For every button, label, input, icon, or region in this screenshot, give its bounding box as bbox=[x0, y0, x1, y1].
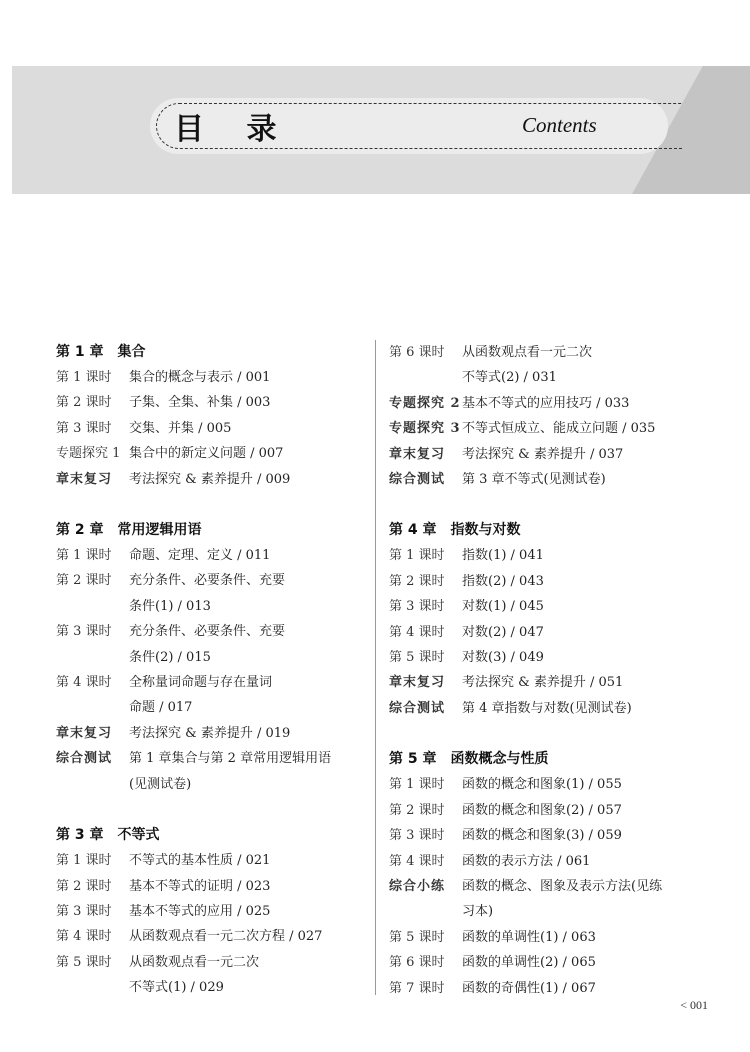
toc-entry[interactable] bbox=[389, 569, 719, 594]
entry-text: 从函数观点看一元二次方程 / 027 bbox=[129, 929, 323, 945]
entry-label: 综合小练 bbox=[389, 878, 446, 894]
toc-right-column bbox=[389, 340, 719, 1001]
toc-entry[interactable] bbox=[389, 976, 719, 1001]
entry-label: 第 5 课时 bbox=[389, 650, 445, 666]
entry-text: 第 1 章集合与第 2 章常用逻辑用语 bbox=[129, 751, 332, 767]
toc-entry[interactable] bbox=[56, 568, 371, 593]
entry-label: 第 2 课时 bbox=[56, 573, 112, 589]
toc-entry[interactable] bbox=[56, 390, 371, 415]
entry-text: 第 3 章不等式(见测试卷) bbox=[462, 472, 606, 488]
toc-entry[interactable] bbox=[56, 746, 371, 771]
entry-label: 第 3 课时 bbox=[56, 624, 112, 640]
entry-label: 第 5 课时 bbox=[389, 929, 445, 945]
entry-text: 函数的奇偶性(1) / 067 bbox=[462, 980, 596, 996]
toc-entry[interactable] bbox=[389, 620, 719, 645]
entry-text: 考法探究 & 素养提升 / 051 bbox=[462, 675, 624, 691]
toc-entry[interactable] bbox=[389, 442, 719, 467]
toc-entry[interactable] bbox=[56, 874, 371, 899]
toc-entry[interactable] bbox=[389, 416, 719, 441]
entry-text: 不等式的基本性质 / 021 bbox=[129, 853, 271, 869]
chapter-title: 第 4 章 指数与对数 bbox=[389, 522, 521, 539]
entry-label: 综合测试 bbox=[389, 472, 446, 488]
toc-entry[interactable] bbox=[389, 925, 719, 950]
toc-entry[interactable] bbox=[56, 924, 371, 949]
entry-text: 对数(2) / 047 bbox=[462, 624, 544, 640]
entry-label: 第 7 课时 bbox=[389, 980, 445, 996]
toc-entry[interactable] bbox=[56, 365, 371, 390]
entry-label: 第 2 课时 bbox=[56, 395, 112, 411]
toc-entry[interactable] bbox=[56, 670, 371, 695]
entry-text: 指数(2) / 043 bbox=[462, 573, 544, 589]
toc-entry[interactable] bbox=[56, 467, 371, 492]
entry-text: 考法探究 & 素养提升 / 009 bbox=[129, 471, 291, 487]
entry-label: 专题探究 1 bbox=[56, 446, 121, 462]
entry-label: 章末复习 bbox=[389, 675, 446, 691]
entry-label: 第 3 课时 bbox=[389, 828, 445, 844]
toc-entry[interactable] bbox=[56, 441, 371, 466]
toc-entry[interactable] bbox=[389, 391, 719, 416]
toc-entry[interactable] bbox=[389, 340, 719, 365]
entry-text: 充分条件、必要条件、充要 bbox=[129, 573, 286, 589]
entry-text: 基本不等式的应用技巧 / 033 bbox=[462, 395, 630, 411]
entry-label: 第 4 课时 bbox=[389, 624, 445, 640]
toc-entry[interactable] bbox=[389, 772, 719, 797]
toc-entry[interactable] bbox=[56, 416, 371, 441]
column-divider bbox=[375, 340, 376, 995]
entry-text: 对数(1) / 045 bbox=[462, 599, 544, 615]
entry-continuation: 条件(1) / 013 bbox=[129, 598, 211, 614]
chapter-title: 第 5 章 函数概念与性质 bbox=[389, 751, 549, 768]
toc-entry[interactable] bbox=[389, 645, 719, 670]
toc-entry[interactable] bbox=[56, 543, 371, 568]
toc-entry[interactable] bbox=[389, 874, 719, 899]
entry-label: 第 1 课时 bbox=[389, 548, 445, 564]
toc-entry[interactable] bbox=[389, 950, 719, 975]
toc-entry[interactable] bbox=[389, 543, 719, 568]
entry-label: 第 3 课时 bbox=[56, 903, 112, 919]
entry-text: 考法探究 & 素养提升 / 037 bbox=[462, 446, 624, 462]
entry-text: 充分条件、必要条件、充要 bbox=[129, 624, 286, 640]
entry-label: 章末复习 bbox=[56, 471, 113, 487]
chapter-title: 第 3 章 不等式 bbox=[56, 827, 160, 844]
entry-label: 第 1 课时 bbox=[56, 853, 112, 869]
toc-entry[interactable] bbox=[389, 594, 719, 619]
toc-entry[interactable] bbox=[389, 467, 719, 492]
entry-text: 函数的概念和图象(2) / 057 bbox=[462, 802, 622, 818]
page-number: < 001 bbox=[680, 998, 708, 1012]
entry-continuation: 命题 / 017 bbox=[129, 700, 193, 716]
entry-text: 命题、定理、定义 / 011 bbox=[129, 548, 271, 564]
entry-text: 基本不等式的证明 / 023 bbox=[129, 878, 271, 894]
entry-text: 函数的概念和图象(3) / 059 bbox=[462, 828, 622, 844]
toc-entry[interactable] bbox=[389, 670, 719, 695]
entry-continuation: 不等式(2) / 031 bbox=[462, 370, 557, 386]
toc-entry[interactable] bbox=[389, 798, 719, 823]
toc-entry[interactable] bbox=[389, 823, 719, 848]
toc-entry[interactable] bbox=[56, 950, 371, 975]
entry-label: 综合测试 bbox=[56, 751, 113, 767]
entry-continuation: 习本) bbox=[462, 904, 494, 920]
entry-text: 函数的单调性(2) / 065 bbox=[462, 955, 596, 971]
entry-label: 第 4 课时 bbox=[389, 853, 445, 869]
toc-entry[interactable] bbox=[389, 849, 719, 874]
entry-label: 第 2 课时 bbox=[389, 802, 445, 818]
entry-text: 交集、并集 / 005 bbox=[129, 420, 232, 436]
entry-text: 考法探究 & 素养提升 / 019 bbox=[129, 725, 291, 741]
entry-text: 集合的概念与表示 / 001 bbox=[129, 370, 271, 385]
entry-text: 第 4 章指数与对数(见测试卷) bbox=[462, 700, 632, 716]
entry-label: 专题探究 3 bbox=[389, 421, 461, 437]
entry-label: 章末复习 bbox=[389, 446, 446, 462]
entry-label: 第 1 课时 bbox=[56, 370, 112, 385]
entry-text: 函数的表示方法 / 061 bbox=[462, 853, 591, 869]
entry-text: 基本不等式的应用 / 025 bbox=[129, 903, 271, 919]
entry-label: 第 1 课时 bbox=[389, 777, 445, 793]
toc-entry[interactable] bbox=[56, 721, 371, 746]
entry-label: 第 4 课时 bbox=[56, 929, 112, 945]
entry-text: 函数的单调性(1) / 063 bbox=[462, 929, 596, 945]
entry-text: 从函数观点看一元二次 bbox=[129, 954, 260, 970]
entry-continuation: 条件(2) / 015 bbox=[129, 649, 211, 665]
entry-label: 章末复习 bbox=[56, 725, 113, 741]
entry-label: 第 1 课时 bbox=[56, 548, 112, 564]
entry-text: 集合中的新定义问题 / 007 bbox=[129, 446, 284, 462]
entry-continuation: (见测试卷) bbox=[129, 776, 192, 792]
toc-entry[interactable] bbox=[56, 899, 371, 924]
entry-text: 函数的概念、图象及表示方法(见练 bbox=[462, 878, 663, 894]
entry-text: 子集、全集、补集 / 003 bbox=[129, 395, 271, 411]
entry-label: 第 3 课时 bbox=[389, 599, 445, 615]
entry-label: 第 5 课时 bbox=[56, 954, 112, 970]
entry-text: 从函数观点看一元二次 bbox=[462, 345, 593, 360]
toc-entry[interactable] bbox=[56, 848, 371, 873]
chapter-title: 第 1 章 集合 bbox=[56, 344, 146, 360]
entry-label: 第 4 课时 bbox=[56, 675, 112, 691]
chapter-title: 第 2 章 常用逻辑用语 bbox=[56, 522, 202, 539]
page-title: 目 录 bbox=[174, 112, 293, 147]
entry-text: 函数的概念和图象(1) / 055 bbox=[462, 777, 622, 793]
entry-label: 专题探究 2 bbox=[389, 395, 461, 411]
toc-left-column bbox=[56, 340, 371, 1001]
toc-entry[interactable] bbox=[389, 696, 719, 721]
entry-text: 不等式恒成立、能成立问题 / 035 bbox=[462, 421, 656, 437]
page-title-en: Contents bbox=[522, 113, 597, 137]
toc-entry[interactable] bbox=[56, 619, 371, 644]
entry-text: 对数(3) / 049 bbox=[462, 650, 544, 666]
entry-label: 第 3 课时 bbox=[56, 420, 112, 436]
entry-label: 第 2 课时 bbox=[56, 878, 112, 894]
entry-label: 第 2 课时 bbox=[389, 573, 445, 589]
entry-label: 综合测试 bbox=[389, 700, 446, 716]
entry-text: 指数(1) / 041 bbox=[462, 548, 544, 564]
entry-label: 第 6 课时 bbox=[389, 345, 445, 360]
entry-continuation: 不等式(1) / 029 bbox=[129, 980, 224, 996]
entry-text: 全称量词命题与存在量词 bbox=[129, 675, 273, 691]
entry-label: 第 6 课时 bbox=[389, 955, 445, 971]
